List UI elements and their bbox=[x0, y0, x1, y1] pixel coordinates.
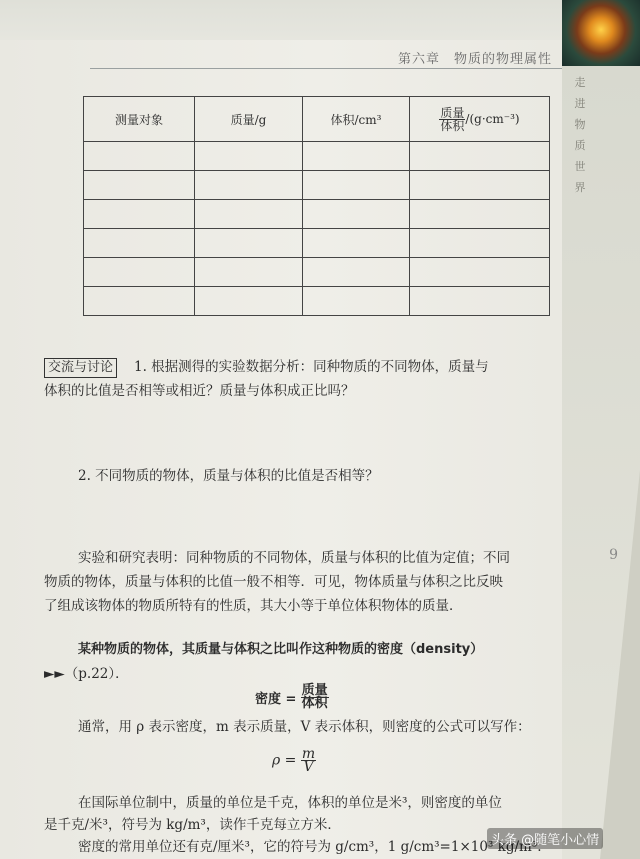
sidebar-char: 质 bbox=[574, 139, 586, 152]
paragraph-3-line-2: 是千克/米³，符号为 kg/m³，读作千克每立方米． bbox=[44, 817, 341, 833]
watermark: 头条 @随笔小心情 bbox=[487, 828, 603, 849]
paragraph-4: 密度的常用单位还有克/厘米³，它的符号为 g/cm³，1 g/cm³=1×10³ kg/m³. bbox=[78, 839, 542, 855]
table-header-row bbox=[84, 97, 550, 142]
column-header: 质量/g bbox=[195, 97, 303, 142]
paragraph-1-line-2: 物质的物体，质量与体积的比值一般不相等．可见，物体质量与体积之比反映 bbox=[44, 574, 503, 590]
header-divider bbox=[90, 68, 562, 69]
header-band bbox=[0, 0, 562, 40]
paragraph-3-line-1: 在国际单位制中，质量的单位是千克，体积的单位是米³，则密度的单位 bbox=[78, 795, 502, 811]
density-word-formula bbox=[255, 685, 329, 710]
column-header-density bbox=[410, 97, 550, 142]
definition-line-1: 某种物质的物体，其质量与体积之比叫作这种物质的密度（density） bbox=[78, 642, 484, 657]
chapter-title: 第六章 物质的物理属性 bbox=[397, 52, 552, 67]
formula-lhs: 密度 = bbox=[255, 692, 297, 707]
question-1-line-1: 1. 根据测得的实验数据分析：同种物质的不同物体，质量与 bbox=[134, 359, 489, 375]
question-1-line-2: 体积的比值是否相等或相近？质量与体积成正比吗？ bbox=[44, 383, 355, 399]
table-row bbox=[84, 200, 550, 229]
measurement-table bbox=[83, 96, 550, 316]
table-row bbox=[84, 287, 550, 316]
sidebar-char: 物 bbox=[574, 118, 586, 131]
discussion-badge: 交流与讨论 bbox=[44, 358, 117, 378]
sidebar-char: 进 bbox=[574, 97, 586, 110]
table-row bbox=[84, 258, 550, 287]
table-row bbox=[84, 171, 550, 200]
formula-fraction: $\frac{\text{质量}}{\text{体积}}$ bbox=[301, 683, 328, 711]
density-symbol-formula bbox=[272, 748, 316, 773]
sidebar-char: 走 bbox=[574, 76, 586, 89]
question-2: 2. 不同物质的物体，质量与体积的比值是否相等？ bbox=[78, 468, 379, 484]
table-row bbox=[84, 142, 550, 171]
sidebar-char: 世 bbox=[574, 160, 586, 173]
paragraph-2: 通常，用 ρ 表示密度，m 表示质量，V 表示体积，则密度的公式可以写作： bbox=[78, 719, 531, 735]
column-header: 体积/cm³ bbox=[303, 97, 410, 142]
page-number: 9 bbox=[609, 547, 618, 563]
sidebar-decoration bbox=[600, 470, 640, 859]
table-row bbox=[84, 229, 550, 258]
paragraph-1-line-3: 了组成该物体的物质所特有的性质，其大小等于单位体积物体的质量． bbox=[44, 598, 463, 614]
formula-fraction: $\frac{m}{V}$ bbox=[301, 746, 316, 775]
density-unit: /(g·cm⁻³) bbox=[465, 111, 520, 126]
column-header: 测量对象 bbox=[84, 97, 195, 142]
definition-line-2: ►►（p.22）． bbox=[44, 666, 129, 682]
formula-lhs: ρ = bbox=[272, 752, 297, 769]
nebula-image bbox=[562, 0, 640, 66]
density-fraction: $\frac{\text{质量}}{\text{体积}}$ bbox=[440, 105, 465, 133]
paragraph-1-line-1: 实验和研究表明：同种物质的不同物体，质量与体积的比值为定值；不同 bbox=[78, 550, 510, 566]
sidebar-vertical-text bbox=[572, 72, 588, 198]
sidebar-char: 界 bbox=[574, 181, 586, 194]
